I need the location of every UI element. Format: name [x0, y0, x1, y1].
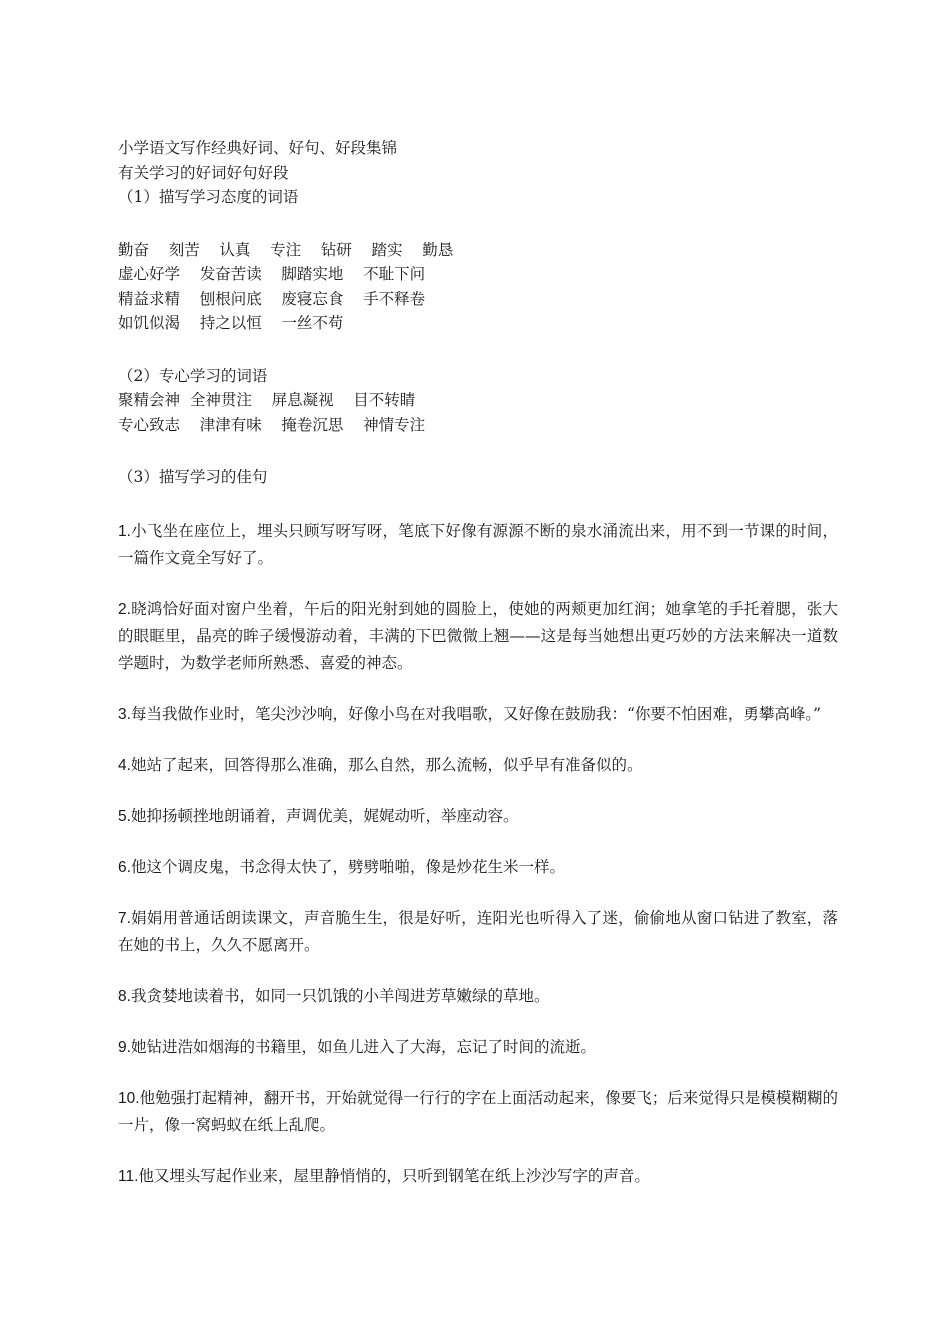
sentence-item: [118, 596, 838, 677]
document-page: [118, 136, 838, 1214]
sentence-text: 她站了起来，回答得那么准确，那么自然，那么流畅，似乎早有准备似的。: [130, 755, 643, 774]
word-row: 专心致志 津津有味 掩卷沉思 神情专注: [118, 415, 426, 434]
sentence-text: 他又埋头写起作业来，屋里静悄悄的，只听到钢笔在纸上沙沙写字的声音。: [138, 1166, 650, 1185]
document-title: 小学语文写作经典好词、好句、好段集锦: [118, 139, 398, 157]
sentence-item: [118, 752, 838, 779]
sentence-item: [118, 854, 838, 881]
section-2-heading: （2）专心学习的词语: [118, 366, 268, 385]
sentence-number: 7.: [118, 909, 131, 927]
sentence-number: 11.: [118, 1167, 139, 1185]
sentence-number: 10.: [118, 1089, 140, 1107]
sentence-item: [118, 1163, 838, 1190]
sentence-item: [118, 1085, 838, 1139]
sentence-item: [118, 1034, 838, 1061]
word-row: 虚心好学 发奋苦读 脚踏实地 不耻下问: [118, 265, 426, 283]
sentence-text: 她抑扬顿挫地朗诵着，声调优美，娓娓动听，举座动容。: [130, 806, 519, 825]
sentence-text: 晓鸿恰好面对窗户坐着，午后的阳光射到她的圆脸上，使她的两颊更加红润；她拿笔的手托着腮，张大的眼眶里，晶亮的眸子缓慢游动着，丰满的下巴微微上翘——这是每当她想出更巧妙的方法来解决一道数学题时，为数学老师所熟悉、喜爱的神态。: [118, 599, 838, 672]
section-1-heading: （1）描写学习态度的词语: [118, 188, 299, 206]
sentence-text: 每当我做作业时，笔尖沙沙响，好像小鸟在对我唱歌，又好像在鼓励我：“你要不怕困难，勇攀高峰。”: [130, 704, 822, 723]
sentence-text: 我贪婪地读着书，如同一只饥饿的小羊闯进芳草嫩绿的草地。: [130, 986, 550, 1005]
section-3-heading: （3）描写学习的佳句: [118, 468, 268, 486]
sentence-item: [118, 983, 838, 1010]
sentence-text: 娟娟用普通话朗读课文，声音脆生生，很是好听，连阳光也听得入了迷，偷偷地从窗口钻进了教室，落在她的书上，久久不愿离开。: [118, 908, 838, 954]
sentence-number: 5.: [118, 807, 131, 825]
sentence-list: [118, 518, 838, 1190]
document-subtitle: 有关学习的好词好句好段: [118, 163, 289, 182]
word-row: 精益求精 刨根问底 废寝忘食 手不释卷: [118, 289, 426, 308]
sentence-number: 9.: [118, 1038, 131, 1056]
sentence-number: 3.: [118, 705, 131, 723]
sentence-text: 他勉强打起精神，翻开书，开始就觉得一行行的字在上面活动起来，像要飞；后来觉得只是模模糊糊的一片，像一窝蚂蚁在纸上乱爬。: [118, 1088, 838, 1134]
sentence-item: [118, 905, 838, 959]
sentence-text: 他这个调皮鬼，书念得太快了，劈劈啪啪，像是炒花生米一样。: [130, 857, 565, 876]
sentence-number: 8.: [118, 987, 131, 1005]
sentence-text: 她钻进浩如烟海的书籍里，如鱼儿进入了大海，忘记了时间的流逝。: [130, 1037, 596, 1056]
sentence-item: [118, 518, 838, 572]
sentence-item: [118, 701, 838, 728]
sentence-item: [118, 803, 838, 830]
sentence-number: 6.: [118, 858, 131, 876]
sentence-number: 4.: [118, 756, 131, 774]
sentence-text: 小飞坐在座位上，埋头只顾写呀写呀，笔底下好像有源源不断的泉水涌流出来，用不到一节课的时间，一篇作文竟全写好了。: [118, 521, 838, 567]
sentence-number: 2.: [118, 600, 131, 618]
word-row: 如饥似渴 持之以恒 一丝不苟: [118, 314, 344, 332]
word-row: 聚精会神 全神贯注 屏息凝视 目不转睛: [118, 391, 416, 409]
sentence-number: 1.: [118, 522, 131, 540]
word-row: 勤奋 刻苦 认真 专注 钻研 踏实 勤恳: [118, 240, 454, 259]
